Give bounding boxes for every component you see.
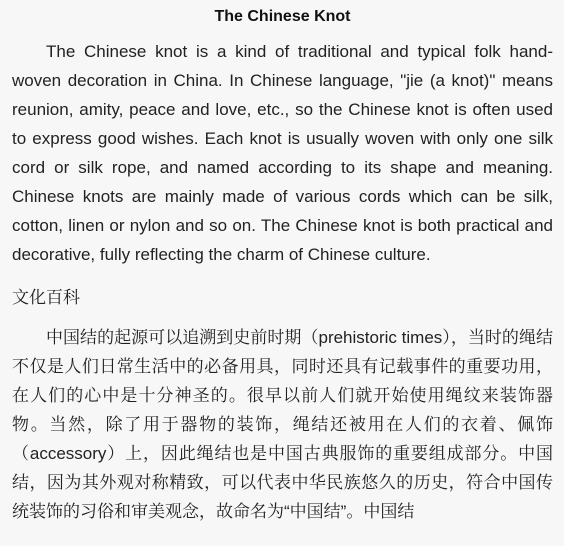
article-title: The Chinese Knot	[214, 8, 351, 25]
section-heading: 文化百科	[12, 288, 80, 307]
english-paragraph: The Chinese knot is a kind of traditional and typical folk hand-woven decoration in China. In Chinese language, "jie (a knot)" means reunion, amity, peace and love, etc., so the Chinese knot is often used to express good wishes. Each knot is usually woven with only one silk cord or silk rope, and named according to its shape and meaning. Chinese knots are mainly made of various cords which can be silk, cotton, linen or nylon and so on. The Chinese knot is both practical and decorative, fully reflecting the charm of Chinese culture.	[12, 42, 553, 264]
chinese-paragraph: 中国结的起源可以追溯到史前时期（prehistoric times），当时的绳结不仅是人们日常生活中的必备用具，同时还具有记载事件的重要功用，在人们的心中是十分神圣的。很早以前人们就开始使用绳纹来装饰器物。当然，除了用于器物的装饰，绳结还被用在人们的衣着、佩饰（accessory）上，因此绳结也是中国古典服饰的重要组成部分。中国结，因为其外观对称精致，可以代表中华民族悠久的历史，符合中国传统装饰的习俗和审美观念，故命名为“中国结”。中国结	[12, 328, 553, 521]
